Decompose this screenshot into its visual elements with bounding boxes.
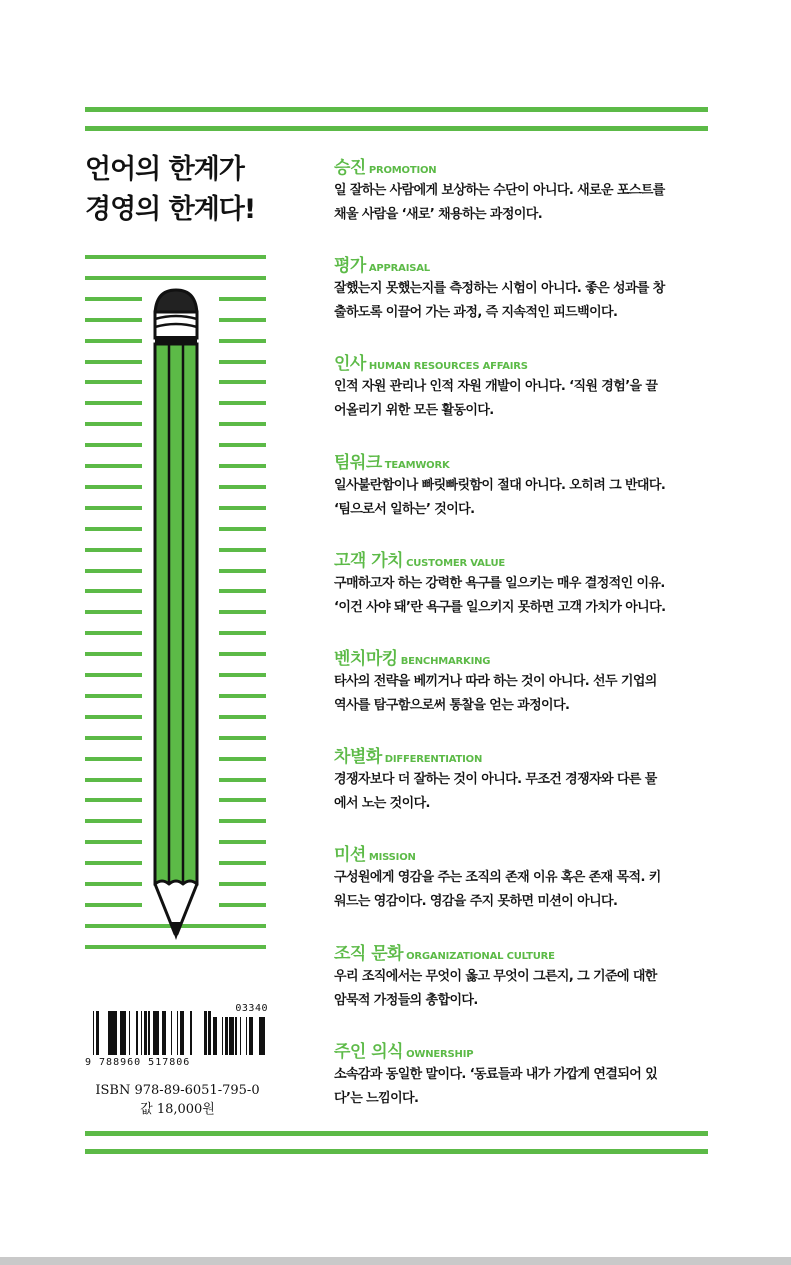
stripe [85,736,142,740]
definition-entry [334,546,710,620]
entry-title-en: APPRAISAL [368,263,430,275]
barcode-bar [96,1011,99,1055]
stripe [219,380,266,384]
barcode-bar [93,1011,94,1055]
barcode-bar [120,1011,123,1055]
entry-description [334,375,710,423]
stripe [219,401,266,405]
barcode-bar [204,1011,207,1055]
barcode-bar [129,1011,130,1055]
entry-title-en: HUMAN RESOURCES AFFAIRS [368,361,528,373]
stripe [85,422,142,426]
barcode-bar [144,1011,147,1055]
stripe [219,569,266,573]
stripe [85,903,142,907]
entry-title-en: TEAMWORK [384,459,450,471]
entry-title-ko: 주인 의식 [334,1041,404,1062]
isbn-block [85,1081,270,1119]
entry-description [334,965,710,1013]
barcode-price-code: 03340 [235,1003,268,1014]
stripe [219,694,266,698]
stripe [85,297,142,301]
barcode-bar [259,1017,261,1055]
barcode-bar [180,1011,183,1055]
bottom-rule-2 [85,1149,708,1154]
entry-description [334,572,710,620]
cover-slogan [85,150,285,230]
stripe [85,318,142,322]
entry-description-line: 어올리기 위한 모든 활동이다. [334,403,494,419]
barcode-bar [264,1017,265,1055]
stripe [219,861,266,865]
stripe [85,339,142,343]
entry-heading [334,1037,710,1061]
entry-heading [334,153,710,177]
stripe [85,360,142,364]
stripe [85,255,266,259]
barcode-digits: 9 788960 517806 [85,1057,191,1068]
stripe [85,401,142,405]
barcode-bar [249,1017,252,1055]
barcode-bar [154,1011,156,1055]
entry-description-line: 출하도록 이끌어 가는 과정, 즉 지속적인 피드백이다. [334,305,618,321]
pencil-icon [150,286,202,946]
stripe [219,652,266,656]
stripe [219,798,266,802]
entry-description-line: 일 잘하는 사람에게 보상하는 수단이 아니다. 새로운 포스트를 [334,183,665,198]
entry-description-line: 잘했는지 못했는지를 측정하는 시험이 아니다. 좋은 성과를 창 [334,281,665,297]
stripe [85,276,266,280]
entry-title-ko: 조직 문화 [334,943,404,964]
entry-title-en: MISSION [368,852,416,864]
entry-title-en: CUSTOMER VALUE [406,557,506,569]
entry-title-ko: 팀워크 [334,452,382,473]
stripe [219,443,266,447]
entry-title-ko: 벤치마킹 [334,649,398,669]
entry-description [334,277,710,325]
stripe [219,903,266,907]
stripe [219,339,266,343]
stripe [85,464,142,468]
stripe [219,757,266,761]
stripe [219,736,266,740]
definition-entry [334,742,710,816]
stripe [85,569,142,573]
barcode-bar [240,1017,241,1055]
stripe [85,715,142,719]
entry-description-line: ‘팀으로서 일하는’ 것이다. [334,501,475,517]
entry-description-line: 구매하고자 하는 강력한 욕구를 일으키는 매우 결정적인 이유. [334,575,665,591]
page-edge [0,1257,791,1265]
definition-entry [334,840,710,914]
entry-heading [334,448,710,472]
stripe [219,485,266,489]
slogan-line-2: 경영의 한계다! [85,194,256,225]
barcode-bar [231,1017,234,1055]
definition-entry [334,349,710,423]
entry-title-ko: 미션 [334,845,366,866]
stripe [219,297,266,301]
stripe [85,673,142,677]
barcode-addon-bars [213,1017,268,1055]
stripe [85,589,142,593]
entry-description-line: 에서 노는 것이다. [334,796,430,812]
barcode-bar [123,1011,124,1055]
entry-title-ko: 인사 [334,354,366,375]
entry-description-line: 다’는 느낌이다. [334,1090,419,1106]
top-rule-2 [85,126,708,131]
barcode-bar [246,1017,247,1055]
slogan-line-1: 언어의 한계가 [85,154,244,185]
stripe [219,715,266,719]
entry-description-line: 인적 자원 관리나 인적 자원 개발이 아니다. ‘직원 경험’을 끌 [334,379,658,395]
definition-entry [334,939,710,1013]
definition-entry [334,644,710,718]
entry-title-en: DIFFERENTIATION [384,754,483,766]
barcode-bar [141,1011,142,1055]
entry-heading [334,251,710,275]
entry-description-line: 일사불란함이나 빠릿빠릿함이 절대 아니다. 오히려 그 반대다. [334,477,666,493]
entry-heading [334,546,710,570]
stripe [85,861,142,865]
entry-description [334,179,710,227]
stripe [219,548,266,552]
entry-title-ko: 승진 [334,158,366,178]
entry-heading [334,939,710,963]
entry-description-line: 경쟁자보다 더 잘하는 것이 아니다. 무조건 경쟁자와 다른 물 [334,772,657,788]
bottom-rule-1 [85,1131,708,1136]
stripe [219,422,266,426]
barcode-bar [162,1011,165,1055]
barcode-bar [235,1017,237,1055]
stripe [85,631,142,635]
barcode-bar [210,1011,211,1055]
entry-description [334,768,710,816]
barcode-bar [114,1011,117,1055]
barcode-bar [213,1017,216,1055]
stripe [219,318,266,322]
stripe [219,610,266,614]
barcode-bar [177,1011,178,1055]
barcode [85,1003,270,1073]
entry-heading [334,742,710,766]
isbn-number: ISBN 978-89-6051-795-0 [95,1083,260,1098]
stripe [219,882,266,886]
entry-title-ko: 차별화 [334,747,382,768]
entry-title-en: OWNERSHIP [406,1048,474,1060]
definition-entry [334,448,710,522]
barcode-bar [252,1017,253,1055]
barcode-bar [136,1011,138,1055]
barcode-bar [112,1011,114,1055]
stripe [85,882,142,886]
entry-description [334,670,710,718]
barcode-bar [225,1017,228,1055]
stripe [85,798,142,802]
barcode-bar [222,1017,223,1055]
barcode-bar [183,1011,184,1055]
entry-description-line: 소속감과 동일한 말이다. ‘동료들과 내가 가깝게 연결되어 있 [334,1066,658,1082]
entry-title-ko: 고객 가치 [334,550,404,571]
stripe [85,548,142,552]
definition-entry [334,1037,710,1111]
stripe [219,464,266,468]
barcode-bar [124,1011,126,1055]
stripe [85,527,142,531]
stripe [219,673,266,677]
entry-description-line: ‘이건 사야 돼’란 욕구를 일으키지 못하면 고객 가치가 아니다. [334,599,666,615]
stripe [219,589,266,593]
stripe [85,757,142,761]
entry-title-ko: 평가 [334,256,366,277]
barcode-bar [171,1011,172,1055]
stripe [85,506,142,510]
stripe [85,380,142,384]
entry-title-en: ORGANIZATIONAL CULTURE [406,950,555,962]
definition-entry [334,251,710,325]
price-label: 값 18,000원 [140,1102,215,1117]
stripe [85,652,142,656]
entry-description-line: 역사를 탐구함으로써 통찰을 얻는 과정이다. [334,698,570,713]
entry-heading [334,349,710,373]
entry-description-line: 우리 조직에서는 무엇이 옳고 무엇이 그른지, 그 기준에 대한 [334,968,657,984]
barcode-bar [153,1011,154,1055]
barcode-bar [190,1011,192,1055]
barcode-bar [229,1017,231,1055]
stripe [85,485,142,489]
entry-title-en: PROMOTION [368,165,437,176]
entry-description [334,1063,710,1111]
stripe [85,610,142,614]
definition-entry [334,153,710,227]
stripe [219,506,266,510]
barcode-main-bars [93,1011,211,1055]
stripe [219,840,266,844]
barcode-bar [148,1011,150,1055]
stripe [219,819,266,823]
entry-description-line: 채울 사람을 ‘새로’ 채용하는 과정이다. [334,207,543,222]
stripe [219,631,266,635]
top-rule-1 [85,107,708,112]
entry-title-en: BENCHMARKING [400,656,491,667]
stripe [219,360,266,364]
entry-description-line: 구성원에게 영감을 주는 조직의 존재 이유 혹은 존재 목적. 키 [334,870,661,886]
stripe [219,527,266,531]
entry-heading [334,644,710,668]
entry-description [334,474,710,522]
entry-description-line: 타사의 전략을 베끼거나 따라 하는 것이 아니다. 선두 기업의 [334,674,657,689]
entry-description-line: 암묵적 가정들의 총합이다. [334,992,478,1008]
entry-description-line: 워드는 영감이다. 영감을 주지 못하면 미션이 아니다. [334,894,618,910]
stripe [85,819,142,823]
stripe [85,840,142,844]
stripe [219,778,266,782]
stripe [85,694,142,698]
barcode-bar [261,1017,264,1055]
barcode-bar [108,1011,111,1055]
barcode-bar [111,1011,112,1055]
stripe [85,443,142,447]
entry-description [334,866,710,914]
entry-heading [334,840,710,864]
barcode-bar [156,1011,159,1055]
barcode-bar [216,1017,217,1055]
barcode-bar [165,1011,166,1055]
barcode-bar [208,1011,210,1055]
stripe [85,778,142,782]
